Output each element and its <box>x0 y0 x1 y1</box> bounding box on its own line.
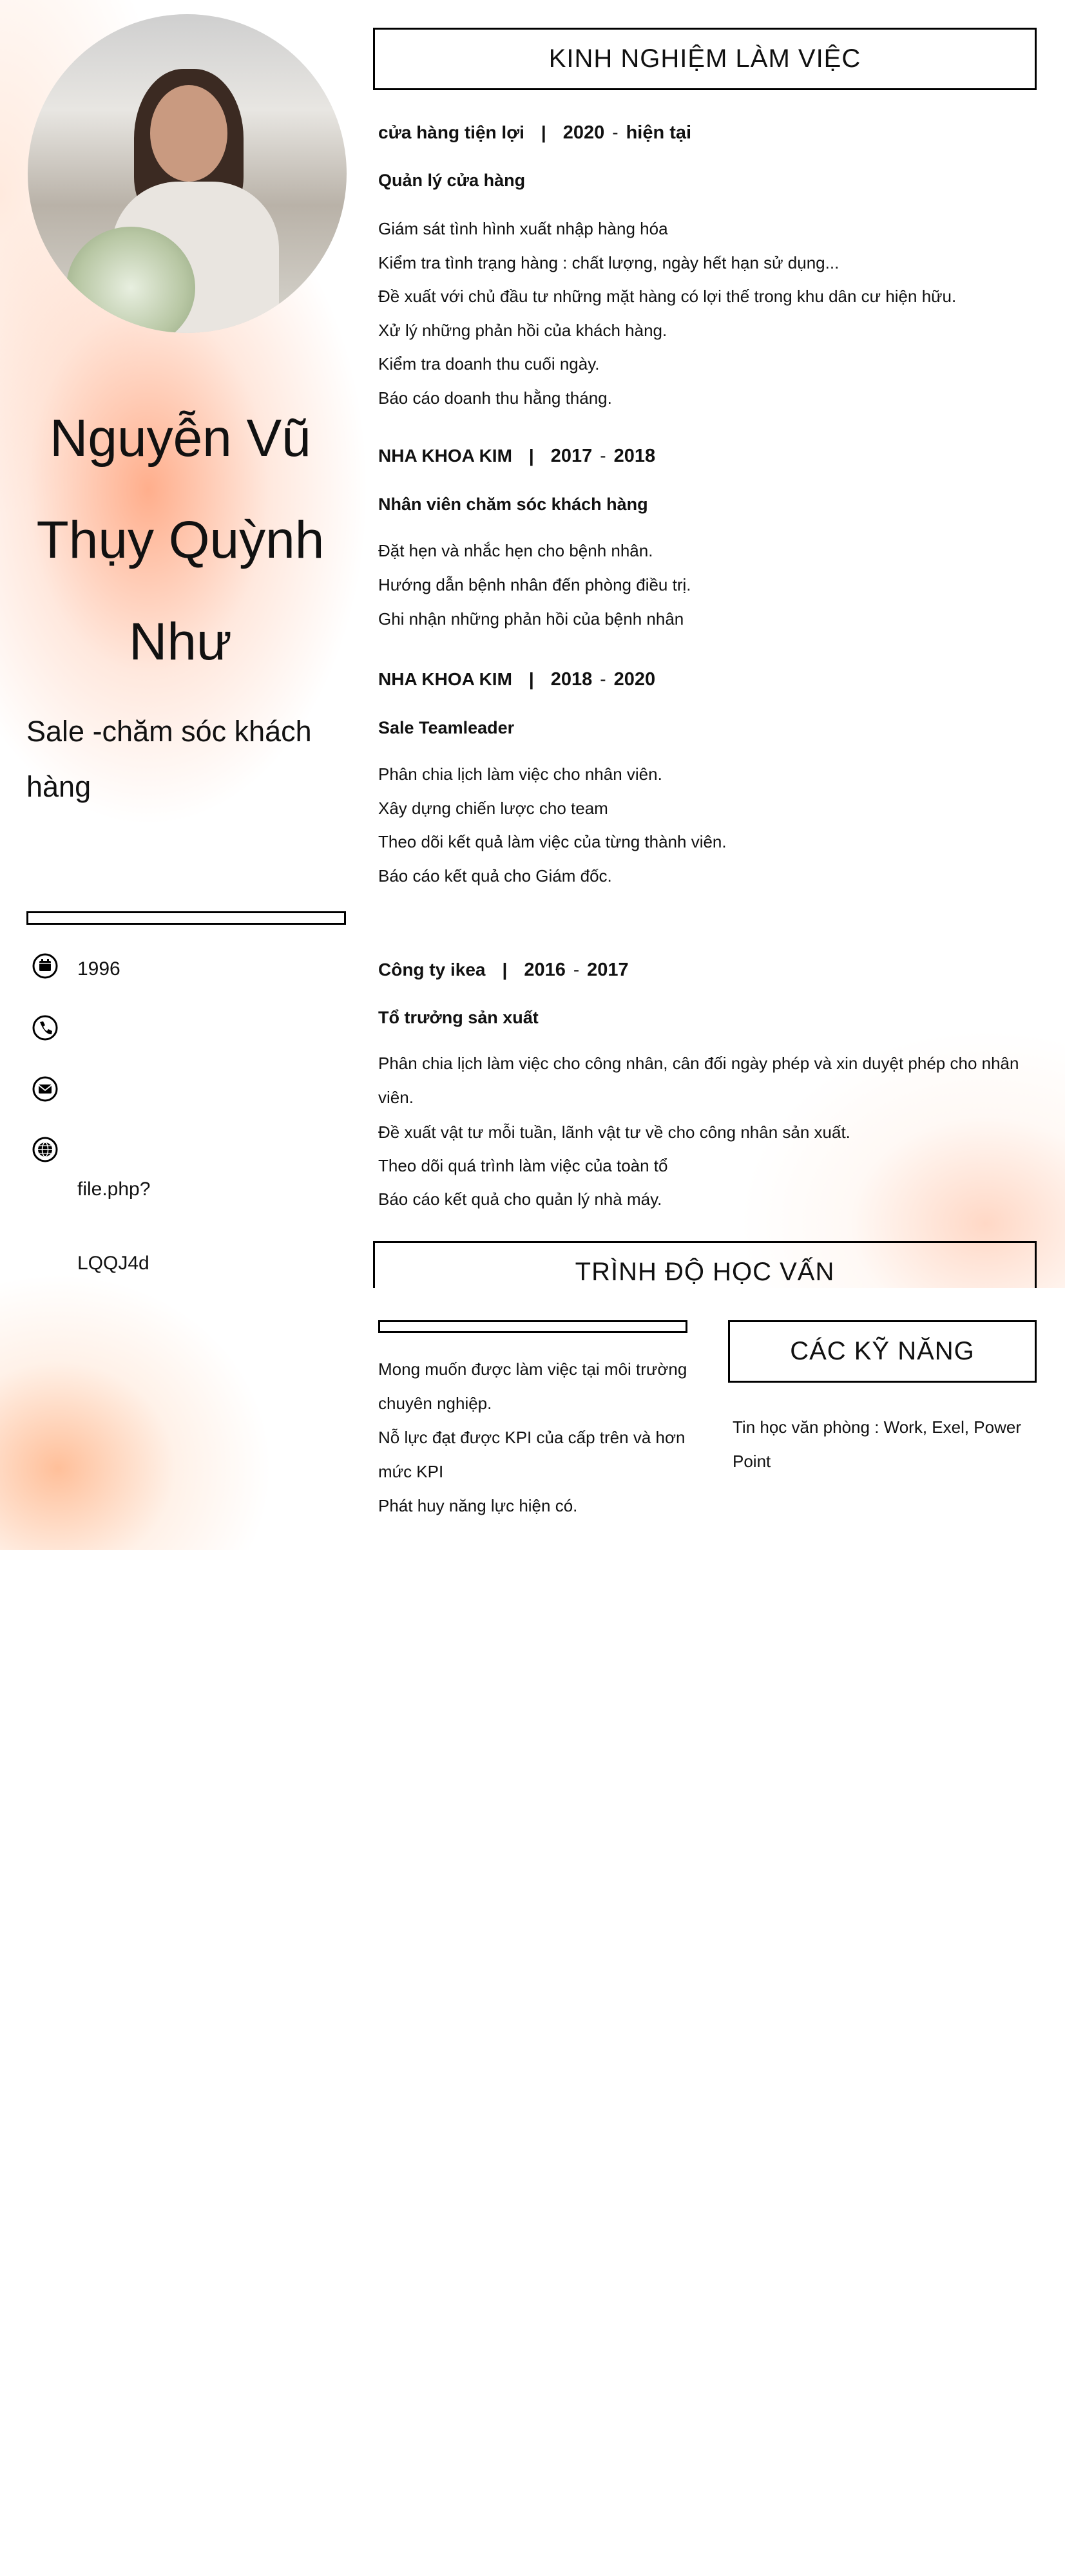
job-start: 2020 <box>562 122 605 143</box>
objective-line: Nỗ lực đạt được KPI của cấp trên và hơn mức KPI <box>378 1428 686 1481</box>
objective-text <box>378 1352 691 1523</box>
job-end: 2018 <box>613 446 656 466</box>
skill-item: Tin học văn phòng : Work, Exel, Power Point <box>733 1417 1021 1471</box>
job-dash: - <box>600 446 606 466</box>
birth-year: 1996 <box>77 958 120 980</box>
job-role: Nhân viên chăm sóc khách hàng <box>378 495 648 514</box>
job-separator: | <box>502 960 508 980</box>
website-line-1[interactable]: file.php? <box>77 1179 151 1200</box>
job-duty: Báo cáo kết quả cho Giám đốc. <box>378 866 612 886</box>
job-header <box>378 122 691 144</box>
globe-icon <box>32 1137 58 1162</box>
website-line-2[interactable]: LQQJ4d <box>77 1253 149 1274</box>
job-header <box>378 669 655 690</box>
name-line-1: Nguyễn Vũ <box>50 409 311 468</box>
profile-photo <box>28 14 347 333</box>
job-end: 2020 <box>613 669 656 690</box>
job-role: Tổ trưởng sản xuất <box>378 1008 539 1027</box>
job-duty: Ghi nhận những phản hồi của bệnh nhân <box>378 609 684 629</box>
job-duty: Theo dõi quá trình làm việc của toàn tổ <box>378 1156 668 1175</box>
job-duty: Xử lý những phản hồi của khách hàng. <box>378 321 667 340</box>
job-company: NHA KHOA KIM <box>378 669 512 689</box>
job-start: 2018 <box>550 669 593 690</box>
job-dash: - <box>600 669 606 689</box>
education-heading: TRÌNH ĐỘ HỌC VẤN <box>373 1241 1037 1288</box>
objective-line: Mong muốn được làm việc tại môi trường chuyên nghiệp. <box>378 1359 687 1413</box>
name-line-3: Như <box>129 612 232 671</box>
job-end: 2017 <box>587 960 629 980</box>
job-company: Công ty ikea <box>378 960 486 980</box>
job-duty: Hướng dẫn bệnh nhân đến phòng điều trị. <box>378 575 691 594</box>
job-role: Quản lý cửa hàng <box>378 171 526 190</box>
job-dash: - <box>573 960 580 980</box>
job-duty: Báo cáo kết quả cho quản lý nhà máy. <box>378 1189 662 1209</box>
job-duty: Xây dựng chiến lược cho team <box>378 799 608 818</box>
phone-icon <box>32 1015 58 1041</box>
job-company: cửa hàng tiện lợi <box>378 122 524 142</box>
job-dash: - <box>612 122 619 142</box>
job-duty: Theo dõi kết quả làm việc của từng thành viên. <box>378 832 727 851</box>
job-title: Sale -chăm sóc khách hàng <box>26 715 312 803</box>
calendar-icon <box>32 953 58 979</box>
job-start: 2017 <box>550 446 593 466</box>
mail-icon <box>32 1076 58 1102</box>
experience-heading: KINH NGHIỆM LÀM VIỆC <box>373 28 1037 90</box>
job-separator: | <box>528 669 534 689</box>
job-duty: Giám sát tình hình xuất nhập hàng hóa <box>378 219 668 238</box>
name-line-2: Thụy Quỳnh <box>36 511 325 569</box>
contact-heading-box <box>26 911 346 925</box>
job-duty: Đề xuất vật tư mỗi tuần, lãnh vật tư về cho công nhân sản xuất. <box>378 1122 850 1142</box>
objective-heading-box <box>378 1320 687 1333</box>
job-duty: Phân chia lịch làm việc cho công nhân, cân đối ngày phép và xin duyệt phép cho nhân viên. <box>378 1054 1019 1107</box>
job-start: 2016 <box>524 960 566 980</box>
job-duty: Kiểm tra tình trạng hàng : chất lượng, ngày hết hạn sử dụng... <box>378 253 840 272</box>
job-duty: Phân chia lịch làm việc cho nhân viên. <box>378 764 662 784</box>
job-duty: Đặt hẹn và nhắc hẹn cho bệnh nhân. <box>378 541 653 560</box>
job-header <box>378 960 629 981</box>
skills-text <box>733 1410 1035 1479</box>
skills-heading: CÁC KỸ NĂNG <box>728 1320 1037 1383</box>
job-separator: | <box>541 122 546 142</box>
job-role: Sale Teamleader <box>378 718 515 737</box>
job-header <box>378 446 655 467</box>
job-separator: | <box>528 446 534 466</box>
job-end: hiện tại <box>626 122 692 143</box>
job-company: NHA KHOA KIM <box>378 446 512 466</box>
job-duty: Báo cáo doanh thu hằng tháng. <box>378 388 612 408</box>
job-duty: Kiểm tra doanh thu cuối ngày. <box>378 354 600 374</box>
objective-line: Phát huy năng lực hiện có. <box>378 1496 578 1515</box>
job-duty: Đề xuất với chủ đầu tư những mặt hàng có lợi thế trong khu dân cư hiện hữu. <box>378 287 957 306</box>
